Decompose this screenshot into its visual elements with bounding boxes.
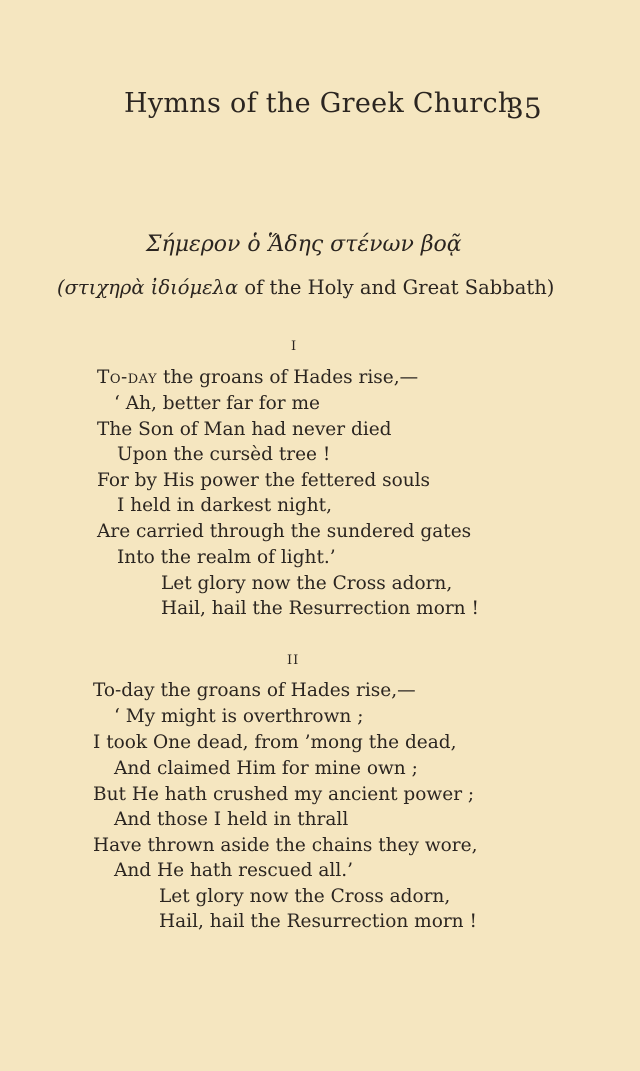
- page-number: 35: [506, 92, 542, 125]
- verse-line: [97, 369, 418, 388]
- verse-line: Have thrown aside the chains they wore,: [93, 835, 478, 856]
- subtitle-greek: (στιχηρὰ ἰδιόμελα: [57, 276, 239, 299]
- subtitle-english: of the Holy and Great Sabbath): [244, 276, 555, 299]
- verse-line: And claimed Him for mine own ;: [114, 758, 418, 779]
- verse-line: I held in darkest night,: [117, 495, 332, 516]
- verse-refrain-line: Let glory now the Cross adorn,: [161, 573, 453, 594]
- verse-refrain-line: Hail, hail the Resurrection morn !: [161, 598, 479, 619]
- verse-line: I took One dead, from ’mong the dead,: [93, 732, 457, 753]
- verse-refrain-line: Let glory now the Cross adorn,: [159, 886, 451, 907]
- stanza-numeral: II: [287, 653, 300, 668]
- verse-line: Into the realm of light.’: [117, 547, 336, 568]
- verse-first-word: To-day: [97, 367, 158, 388]
- verse-line: For by His power the fettered souls: [97, 470, 431, 491]
- verse-line: And those I held in thrall: [114, 809, 349, 830]
- verse-line: To-day the groans of Hades rise,—: [93, 680, 416, 701]
- verse-line: But He hath crushed my ancient power ;: [93, 784, 475, 805]
- verse-line: Are carried through the sundered gates: [97, 521, 472, 542]
- verse-first-line-rest: the groans of Hades rise,—: [157, 367, 419, 388]
- running-head-title: Hymns of the Greek Church: [124, 88, 516, 119]
- hymn-greek-title: Σήμερον ὁ Ἅδης στένων βοᾷ: [146, 232, 462, 257]
- verse-line: The Son of Man had never died: [97, 419, 392, 440]
- verse-line: Upon the cursèd tree !: [117, 444, 331, 465]
- hymn-subtitle: [57, 276, 554, 299]
- verse-refrain-line: Hail, hail the Resurrection morn !: [159, 911, 477, 932]
- verse-line: And He hath rescued all.’: [114, 860, 353, 881]
- verse-line: ‘ Ah, better far for me: [114, 393, 320, 414]
- verse-line: ‘ My might is overthrown ;: [114, 706, 364, 727]
- stanza-numeral: I: [291, 339, 298, 354]
